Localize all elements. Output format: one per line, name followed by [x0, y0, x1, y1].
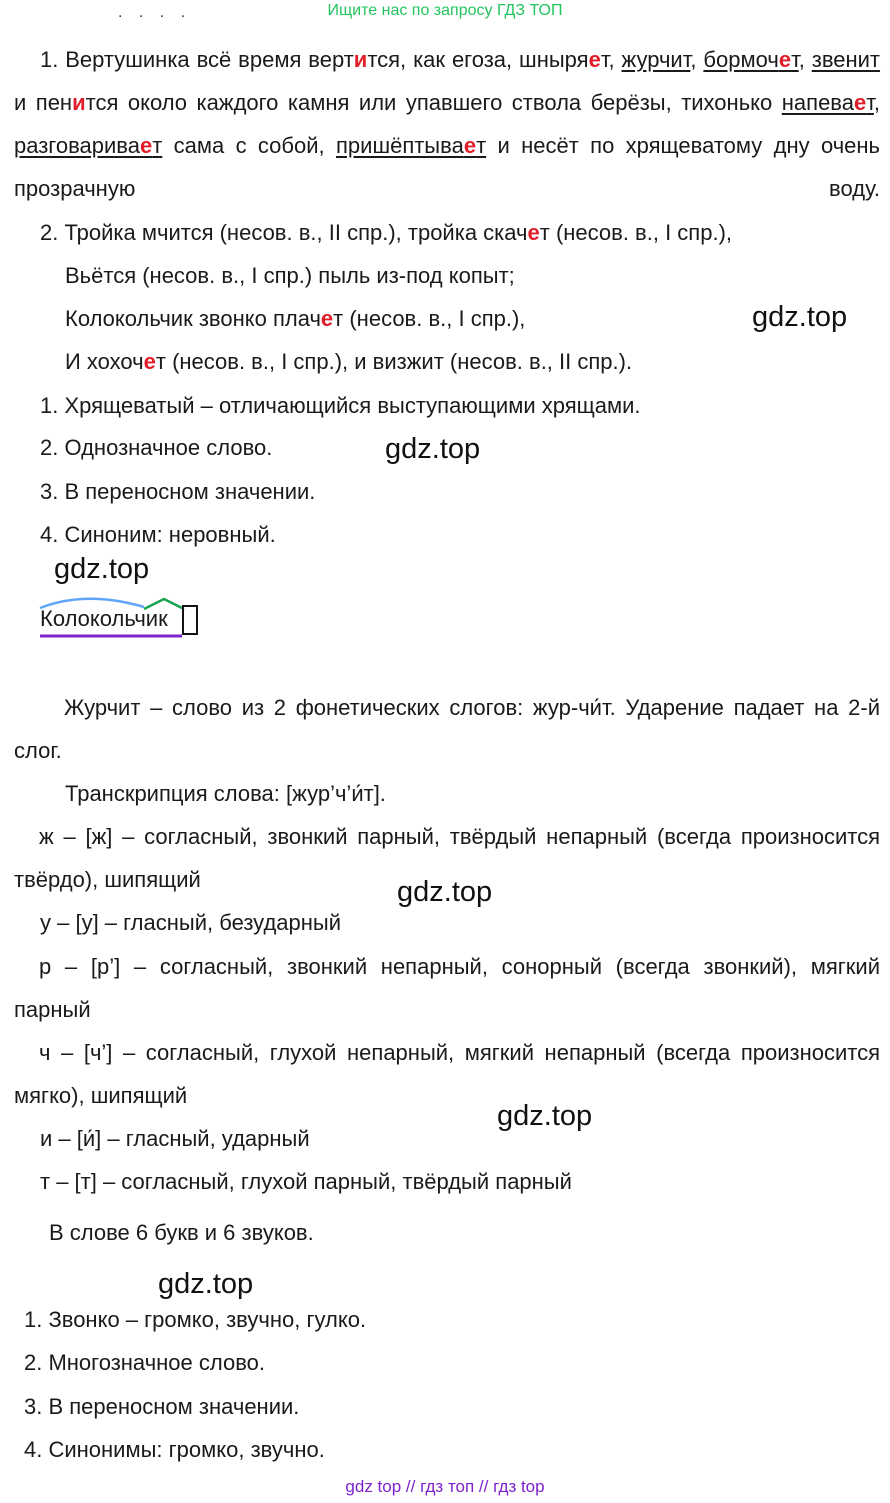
verb-part: пришёптыва: [336, 133, 464, 158]
phonetic-summary: В слове 6 букв и 6 звуков.: [49, 1220, 314, 1245]
ending-letter: е: [527, 220, 540, 245]
underlined-verb: [336, 133, 486, 158]
p1-text: и пен: [14, 90, 73, 115]
ending-letter: е: [778, 47, 792, 72]
phonetic-r: [14, 945, 880, 1031]
list2-item-1: 1. Звонко – громко, звучно, гулко.: [24, 1307, 367, 1332]
phonetic-ch-text: ч – [ч’] – согласный, глухой непарный, мягкий непарный (всегда произносится мягко), шипящий: [14, 1040, 880, 1108]
list2-item-3: 3. В переносном значении.: [24, 1394, 300, 1419]
p1-text: ,: [798, 47, 812, 72]
phonetic-zh-text: ж – [ж] – согласный, звонкий парный, твёрдый непарный (всегда произносится твёрдо), шипящий: [14, 824, 880, 892]
ending-letter: е: [320, 306, 334, 331]
underlined-verb: [703, 47, 798, 72]
poem-text: т (несов. в., I спр.),: [333, 306, 526, 331]
ending-box: [182, 605, 198, 635]
verb-part: т: [152, 133, 163, 158]
poem-text: т (несов. в., I спр.),: [539, 220, 733, 245]
p1-text: тся, как егоза, шныря: [367, 47, 589, 72]
watermark: gdz.top: [752, 301, 848, 333]
phonetic-intro: [14, 686, 880, 772]
p1-text: сама с собой,: [162, 133, 336, 158]
morpheme-word: Колокольчик: [40, 606, 168, 631]
poem-text: 2. Тройка мчится (несов. в., II спр.), тройка скач: [40, 220, 528, 245]
list1-item-2: 2. Однозначное слово.: [40, 435, 273, 460]
phonetic-u: у – [у] – гласный, безударный: [40, 910, 342, 935]
verb-part: т: [476, 133, 487, 158]
list1-item-3: 3. В переносном значении.: [40, 479, 316, 504]
ending-letter: е: [143, 349, 156, 374]
verb-part: разговарива: [14, 133, 140, 158]
underlined-verb: [14, 133, 162, 158]
verb-part: напева: [781, 90, 854, 115]
underlined-verb: журчит: [621, 47, 691, 72]
phonetic-transcription: Транскрипция слова: [жур’ч’и́т].: [65, 781, 386, 806]
watermark: gdz.top: [497, 1100, 593, 1132]
poem-text: Колокольчик звонко плач: [65, 306, 321, 331]
verb-part: т: [791, 47, 799, 72]
search-banner[interactable]: Ищите нас по запросу ГДЗ ТОП: [327, 2, 563, 19]
poem-line-4: [65, 340, 632, 383]
phonetic-r-text: р – [р’] – согласный, звонкий непарный, сонорный (всегда звонкий), мягкий парный: [14, 954, 880, 1022]
p1-text: т,: [600, 47, 622, 72]
watermark: gdz.top: [54, 553, 150, 585]
verb-part: бормоч: [703, 47, 779, 72]
ending-letter: и: [353, 47, 368, 72]
p1-text: ,: [873, 90, 880, 115]
underlined-verb: звенит: [811, 47, 881, 72]
list2-item-4: 4. Синонимы: громко, звучно.: [24, 1437, 325, 1462]
watermark: gdz.top: [158, 1268, 254, 1300]
verb-part: т: [866, 90, 874, 115]
list1-item-1: 1. Хрящеватый – отличающийся выступающими хрящами.: [40, 393, 641, 418]
ending-letter: е: [463, 133, 477, 158]
watermark: gdz.top: [385, 433, 481, 465]
p1-text: 1. Вертушинка всё время верт: [40, 47, 354, 72]
phonetic-t: т – [т] – согласный, глухой парный, твёрдый парный: [40, 1169, 572, 1194]
poem-line-3: [65, 297, 525, 340]
p1-text: ,: [690, 47, 704, 72]
underlined-verb: [782, 90, 874, 115]
ending-letter: е: [588, 47, 601, 72]
poem-text: И хохоч: [65, 349, 144, 374]
phonetic-intro-text: Журчит – слово из 2 фонетических слогов: жур-чи́т. Ударение падает на 2-й слог.: [14, 695, 880, 763]
poem-line-2: Вьётся (несов. в., I спр.) пыль из-под копыт;: [65, 263, 515, 288]
ending-letter: и: [72, 90, 86, 115]
p1-text: и несёт по хрящеватому дну очень прозрачную воду.: [14, 133, 881, 201]
ending-letter: е: [139, 133, 153, 158]
footer-links[interactable]: gdz top // гдз топ // гдз top: [345, 1477, 545, 1496]
list2-item-2: 2. Многозначное слово.: [24, 1350, 265, 1375]
paragraph-exercise-1: [14, 38, 880, 210]
phonetic-ch: [14, 1031, 880, 1117]
list1-item-4: 4. Синоним: неровный.: [40, 522, 276, 547]
poem-text: т (несов. в., I спр.), и визжит (несов. в., II спр.).: [155, 349, 633, 374]
top-dots: . . . .: [118, 4, 192, 21]
ending-letter: е: [853, 90, 867, 115]
phonetic-i: и – [и́] – гласный, ударный: [40, 1126, 310, 1151]
watermark: gdz.top: [397, 876, 493, 908]
p1-text: тся около каждого камня или упавшего ствола берёзы, тихонько: [85, 90, 782, 115]
poem-line-1: [40, 211, 732, 254]
